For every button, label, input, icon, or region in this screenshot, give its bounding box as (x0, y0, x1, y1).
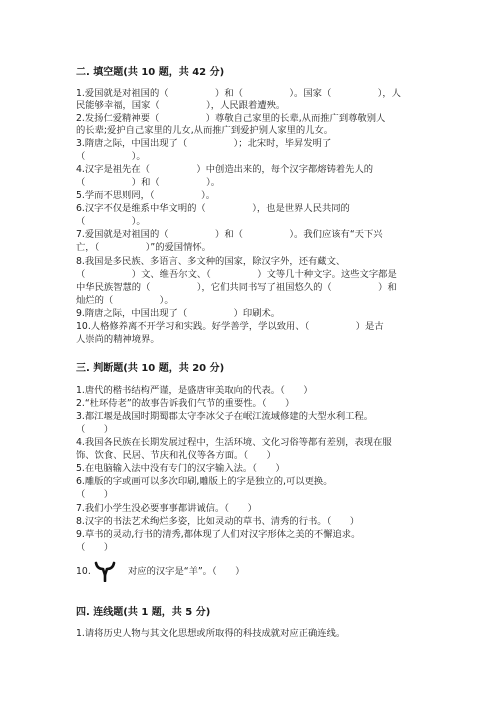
judge-line: 4.我国各民族在长期发展过程中，生活环境、文化习俗等都有差别，表现在服 (76, 437, 392, 448)
judge-line: 1.唐代的楷书结构严谨，是盛唐审美取向的代表。（ ） (76, 385, 313, 396)
fill-line: 亡，（ ）”的爱国情怀。 (76, 242, 211, 253)
judge-line: 8.汉字的书法艺术绚烂多姿，比如灵动的草书、清秀的行书。（ ） (76, 516, 360, 527)
fill-line: 6.汉字不仅是维系中华文明的（ ），也是世界人民共同的 (76, 203, 350, 214)
judge-line: 饰、饮食、民居、节庆和礼仪等各方面。（ ） (76, 450, 276, 461)
fill-section-title: 二. 填空题(共 10 题，共 42 分) (76, 67, 225, 78)
connect-section-title: 四. 连线题(共 1 题，共 5 分) (76, 607, 211, 618)
judge-section-title: 三. 判断题(共 10 题，共 20 分) (76, 363, 225, 374)
fill-line: 7.爱国就是对祖国的（ ）和（ ）。我们应该有“天下兴 (76, 229, 383, 240)
fill-line: 1.爱国就是对祖国的（ ）和（ ）。国家（ ），人 (76, 88, 401, 99)
judge-line: 2.“杜环侍老”的故事告诉我们气节的重要性。（ ） (76, 398, 295, 409)
fill-line: （ ）。 (76, 216, 146, 227)
fill-line: 灿烂的（ ）。 (76, 295, 174, 306)
fill-line: 3.隋唐之际，中国出现了（ ）；北宋时，毕昇发明了 (76, 138, 332, 149)
judge-q10-line: 10. 对应的汉字是“羊”。（ ） (76, 566, 245, 577)
fill-line: 中华民族智慧的（ ），它们共同书写了祖国悠久的（ ）和 (76, 282, 397, 293)
fill-line: （ ）和（ ）。 (76, 177, 221, 188)
fill-line: （ ）。 (76, 151, 146, 162)
fill-line: 的长辈;爱护自己家里的儿女,从而推广到爱护别人家里的儿女。 (76, 125, 334, 136)
judge-line: 5.在电脑输入法中没有专门的汉字输入法。（ ） (76, 463, 285, 474)
fill-line: 9.隋唐之际，中国出现了（ ）印刷术。 (76, 308, 281, 319)
fill-line: 2.发扬仁爱精神要（ ）尊敬自己家里的长辈,从而推广到尊敬别人 (76, 113, 386, 124)
judge-line: （ ） (76, 542, 114, 553)
judge-line: 7.我们小学生没必要事事都讲诚信。（ ） (76, 503, 257, 514)
fill-line: 10.人格修养离不开学习和实践。好学善学，学以致用、（ ）是古 (76, 321, 384, 332)
judge-line: （ ） (76, 424, 114, 435)
fill-line: （ ）文、维吾尔文、（ ）文等几十种文字。这些文字都是 (76, 269, 397, 280)
fill-line: 4.汉字是祖先在（ ）中创造出来的，每个汉字都熔铸着先人的 (76, 164, 374, 175)
fill-line: 民能够幸福，国家（ ），人民跟着遭殃。 (76, 100, 286, 111)
judge-line: 3.都江堰是战国时期蜀郡太守李冰父子在岷江流域修建的大型水利工程。 (76, 411, 374, 422)
oracle-bone-sheep-icon (94, 560, 116, 582)
judge-line: 9.草书的灵动,行书的清秀,都体现了人们对汉字形体之美的不懈追求。 (76, 529, 361, 540)
judge-line: 6.雕版的字或画可以多次印刷,雕版上的字是独立的,可以更换。 (76, 476, 333, 487)
connect-line: 1.请将历史人物与其文化思想或所取得的科技成就对应正确连线。 (76, 628, 346, 639)
fill-line: 人崇尚的精神境界。 (76, 334, 160, 345)
judge-line: （ ） (76, 489, 114, 500)
fill-line: 5.学而不思则罔，（ ）。 (76, 190, 216, 201)
fill-line: 8.我国是多民族、多语言、多文种的国家，除汉字外，还有藏文、 (76, 256, 346, 267)
